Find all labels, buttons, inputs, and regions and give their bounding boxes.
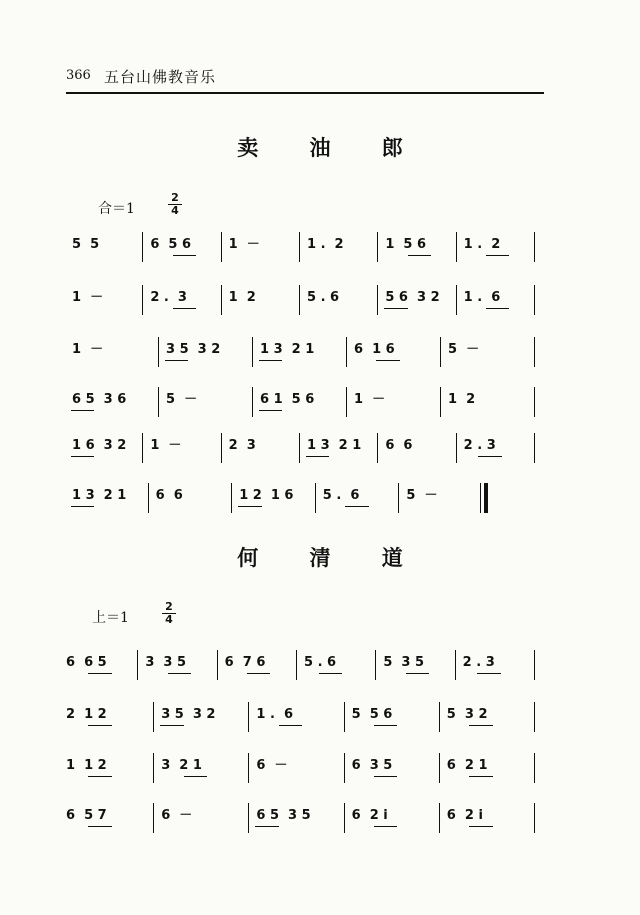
beam-underline	[173, 255, 196, 256]
time-signature	[168, 193, 182, 216]
staff-line	[60, 706, 536, 746]
beam-underline	[168, 673, 191, 674]
bar-line	[534, 753, 535, 783]
beam-underline	[486, 255, 509, 256]
measure: 1 2 1 6	[239, 488, 294, 503]
measure: 1 2	[448, 392, 476, 407]
bar-line	[299, 433, 300, 463]
beam-underline	[486, 308, 509, 309]
measure: 1 5 6	[385, 237, 427, 252]
bar-line	[439, 753, 440, 783]
measure: 6 1 6	[354, 342, 395, 357]
measure: 1 －	[150, 438, 182, 453]
beam-underline	[173, 308, 196, 309]
bar-line	[480, 483, 481, 513]
bar-line	[344, 702, 345, 732]
measure: 1 6 3 2	[72, 438, 127, 453]
bar-line	[315, 483, 316, 513]
beam-underline	[406, 673, 429, 674]
bar-line	[137, 650, 138, 680]
header-rule	[66, 92, 544, 94]
bar-line	[346, 387, 347, 417]
measure: 1 3 2 1	[72, 488, 127, 503]
measure: 6 5 7	[66, 808, 107, 823]
bar-line	[252, 337, 253, 367]
bar-line	[344, 803, 345, 833]
measure: 6 2 1	[446, 758, 488, 773]
measure: 2 . 3	[463, 438, 496, 453]
beam-underline	[88, 776, 111, 777]
bar-line	[440, 337, 441, 367]
measure: 2 1 2	[66, 707, 107, 722]
measure: 5 －	[166, 392, 198, 407]
measure: 1 －	[72, 290, 104, 305]
measure: 5 －	[406, 488, 438, 503]
beam-underline	[71, 506, 94, 507]
beam-underline	[165, 360, 188, 361]
beam-underline	[374, 776, 397, 777]
measure: 1 －	[228, 237, 260, 252]
bar-line	[534, 702, 535, 732]
key-signature: 合＝1	[98, 201, 135, 217]
final-bar-line	[484, 483, 488, 513]
beam-underline	[376, 360, 399, 361]
beam-underline	[477, 673, 500, 674]
bar-line	[296, 650, 297, 680]
bar-line	[153, 702, 154, 732]
measure: 5 . 6	[304, 655, 337, 670]
key-signature: 上＝1	[92, 610, 129, 626]
measure: 6 －	[256, 758, 288, 773]
beam-underline	[259, 360, 282, 361]
bar-line	[299, 285, 300, 315]
bar-line	[534, 285, 535, 315]
measure: 6 5 3 6	[72, 392, 127, 407]
bar-line	[439, 803, 440, 833]
measure: 1 . 6	[463, 290, 501, 305]
bar-line	[439, 702, 440, 732]
measure: 6 5 6	[150, 237, 192, 252]
measure: 5 3 5	[383, 655, 425, 670]
beam-underline	[71, 410, 94, 411]
bar-line	[534, 433, 535, 463]
measure: 6 7 6	[224, 655, 266, 670]
measure: 1 1 2	[66, 758, 107, 773]
bar-line	[158, 387, 159, 417]
piece-title: 卖 油 郎	[237, 135, 425, 160]
bar-line	[534, 337, 535, 367]
measure: 6 2 i	[351, 808, 388, 823]
measure: 3 2 1	[161, 758, 202, 773]
measure: 1 . 2	[463, 237, 501, 252]
beam-underline	[374, 826, 397, 827]
measure: 1 . 6	[256, 707, 293, 722]
beam-underline	[345, 506, 368, 507]
staff-line	[60, 757, 536, 797]
beam-underline	[88, 673, 111, 674]
piece-title: 何 清 道	[237, 545, 425, 570]
bar-line	[398, 483, 399, 513]
measure: 6 6	[385, 438, 413, 453]
measure: 5 6 3 2	[385, 290, 440, 305]
time-signature	[162, 602, 176, 625]
bar-line	[375, 650, 376, 680]
measure: 1 . 2	[307, 237, 344, 252]
time-signature-top: 2	[165, 600, 173, 613]
bar-line	[221, 232, 222, 262]
beam-underline	[259, 410, 282, 411]
measure: 5 3 2	[446, 707, 488, 722]
bar-line	[248, 702, 249, 732]
staff-line	[66, 437, 536, 477]
bar-line	[252, 387, 253, 417]
beam-underline	[160, 725, 183, 726]
beam-underline	[469, 725, 492, 726]
bar-line	[142, 433, 143, 463]
bar-line	[153, 803, 154, 833]
beam-underline	[478, 456, 501, 457]
measure: 3 3 5	[145, 655, 187, 670]
bar-line	[221, 433, 222, 463]
staff-line	[66, 236, 536, 276]
staff-line	[66, 289, 536, 329]
beam-underline	[408, 255, 431, 256]
bar-line	[377, 285, 378, 315]
bar-line	[248, 753, 249, 783]
beam-underline	[469, 776, 492, 777]
measure: 6 6	[155, 488, 183, 503]
bar-line	[344, 753, 345, 783]
measure: 2 . 3	[150, 290, 187, 305]
bar-line	[534, 803, 535, 833]
bar-line	[158, 337, 159, 367]
beam-underline	[238, 506, 261, 507]
bar-line	[153, 753, 154, 783]
measure: 2 . 3	[462, 655, 495, 670]
measure: 5 . 6	[322, 488, 360, 503]
measure: 5 5	[72, 237, 100, 252]
bar-line	[377, 232, 378, 262]
beam-underline	[374, 725, 397, 726]
time-signature-top: 2	[171, 191, 179, 204]
beam-underline	[279, 725, 302, 726]
bar-line	[346, 337, 347, 367]
staff-line	[66, 341, 536, 381]
measure: 6 1 5 6	[260, 392, 315, 407]
bar-line	[299, 232, 300, 262]
staff-line	[66, 487, 484, 527]
bar-line	[455, 650, 456, 680]
beam-underline	[306, 456, 329, 457]
bar-line	[456, 433, 457, 463]
staff-line	[60, 654, 536, 694]
bar-line	[231, 483, 232, 513]
bar-line	[221, 285, 222, 315]
bar-line	[248, 803, 249, 833]
time-signature-bottom: 4	[165, 613, 173, 626]
bar-line	[148, 483, 149, 513]
beam-underline	[384, 308, 407, 309]
measure: 1 3 2 1	[260, 342, 315, 357]
beam-underline	[255, 826, 278, 827]
bar-line	[142, 232, 143, 262]
bar-line	[534, 650, 535, 680]
beam-underline	[469, 826, 492, 827]
staff-line	[60, 807, 536, 847]
page-number: 366	[66, 68, 91, 83]
measure: 1 －	[72, 342, 104, 357]
measure: 2 3	[228, 438, 256, 453]
bar-line	[217, 650, 218, 680]
beam-underline	[247, 673, 270, 674]
bar-line	[456, 232, 457, 262]
measure: 6 3 5	[351, 758, 393, 773]
measure: 3 5 3 2	[166, 342, 221, 357]
page-header	[66, 68, 544, 96]
staff-line	[66, 391, 536, 431]
measure: 5 －	[448, 342, 480, 357]
measure: 6 －	[161, 808, 193, 823]
measure: 1 3 2 1	[307, 438, 362, 453]
measure: 1 2	[228, 290, 256, 305]
bar-line	[456, 285, 457, 315]
time-signature-bottom: 4	[171, 204, 179, 217]
beam-underline	[319, 673, 342, 674]
bar-line	[534, 232, 535, 262]
beam-underline	[184, 776, 207, 777]
bar-line	[142, 285, 143, 315]
measure: 5 . 6	[307, 290, 340, 305]
measure: 1 －	[354, 392, 386, 407]
bar-line	[440, 387, 441, 417]
bar-line	[377, 433, 378, 463]
measure: 3 5 3 2	[161, 707, 216, 722]
measure: 6 5 3 5	[256, 808, 311, 823]
book-title: 五台山佛教音乐	[104, 68, 217, 86]
measure: 6 6 5	[66, 655, 107, 670]
measure: 5 5 6	[351, 707, 393, 722]
beam-underline	[88, 826, 111, 827]
beam-underline	[71, 456, 94, 457]
beam-underline	[88, 725, 111, 726]
measure: 6 2 i	[446, 808, 483, 823]
bar-line	[534, 387, 535, 417]
